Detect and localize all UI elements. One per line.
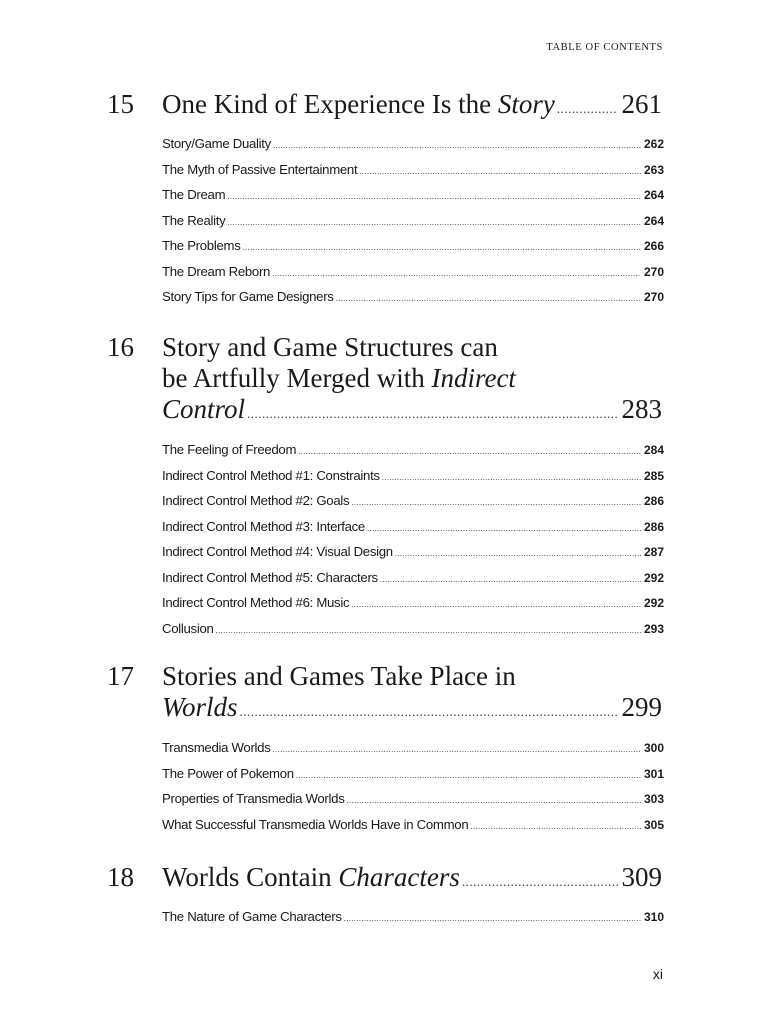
entry-label: The Feeling of Freedom <box>162 442 297 457</box>
leader-dots <box>273 133 641 159</box>
chapter-number: 16 <box>107 332 134 362</box>
entry-label: The Problems <box>162 238 241 253</box>
entry-page: 286 <box>643 494 664 508</box>
entry-page: 263 <box>643 162 664 177</box>
entry-page: 310 <box>643 910 664 924</box>
entry-page: 264 <box>643 213 664 228</box>
chapter-page: 299 <box>621 692 662 722</box>
toc-entry[interactable] <box>162 208 664 234</box>
toc-entry[interactable] <box>162 233 664 259</box>
leader-dots <box>336 286 641 312</box>
leader-dots <box>227 184 641 210</box>
leader-dots <box>395 541 641 567</box>
chapter-title[interactable] <box>162 862 662 897</box>
toc-entry[interactable] <box>162 735 664 761</box>
entry-label: The Reality <box>162 212 226 228</box>
chapter-title-line: Stories and Games Take Place in <box>162 661 516 691</box>
toc-entry[interactable] <box>162 812 664 838</box>
entry-label: Transmedia Worlds <box>162 740 271 755</box>
entry-page: 305 <box>643 817 664 832</box>
toc-entry[interactable] <box>162 284 664 310</box>
entry-page: 284 <box>643 443 664 457</box>
entry-label: Indirect Control Method #2: Goals <box>162 493 350 508</box>
chapter-title-line: Story and Game Structures can <box>162 332 498 362</box>
leader-dots <box>347 788 641 814</box>
leader-dots <box>380 567 641 593</box>
toc-entry[interactable] <box>162 565 664 591</box>
chapter-title-plain: be Artfully Merged with <box>162 363 432 393</box>
entry-page: 300 <box>643 741 664 755</box>
leader-dots <box>240 696 618 727</box>
entry-label: The Myth of Passive Entertainment <box>162 161 358 177</box>
entry-label: The Nature of Game Characters <box>162 909 342 924</box>
entry-label: Collusion <box>162 620 214 636</box>
toc-entry[interactable] <box>162 590 664 616</box>
entry-label: The Dream <box>162 187 226 202</box>
entry-page: 262 <box>643 137 664 151</box>
entry-label: The Dream Reborn <box>162 263 271 279</box>
running-head: TABLE OF CONTENTS <box>546 42 663 53</box>
leader-dots <box>462 866 618 897</box>
chapter-page: 261 <box>621 89 662 119</box>
leader-dots <box>272 261 641 287</box>
chapter-16-entries <box>162 437 664 641</box>
chapter-number: 18 <box>107 862 134 892</box>
entry-page: 293 <box>643 621 664 636</box>
leader-dots <box>351 592 641 618</box>
toc-entry[interactable] <box>162 786 664 812</box>
leader-dots <box>359 159 641 185</box>
entry-page: 264 <box>643 188 664 202</box>
entry-label: Indirect Control Method #5: Characters <box>162 569 378 585</box>
leader-dots <box>216 618 641 644</box>
entry-label: The Power of Pokemon <box>162 765 294 781</box>
toc-entry[interactable] <box>162 488 664 514</box>
entry-page: 301 <box>643 766 664 781</box>
entry-page: 303 <box>643 792 664 806</box>
chapter-title-text <box>162 89 555 120</box>
page-number: xi <box>652 966 663 982</box>
entry-label: Indirect Control Method #3: Interface <box>162 518 365 534</box>
chapter-title-italic: Worlds <box>162 692 238 722</box>
entry-page: 270 <box>643 264 664 279</box>
leader-dots <box>367 516 641 542</box>
toc-entry[interactable] <box>162 182 664 208</box>
chapter-title-line <box>162 363 662 394</box>
chapter-page: 283 <box>621 394 662 424</box>
entry-page: 292 <box>643 570 664 585</box>
chapter-page: 309 <box>621 862 662 892</box>
chapter-title-plain: One Kind of Experience Is the <box>162 89 498 119</box>
toc-entry[interactable] <box>162 761 664 787</box>
entry-page: 287 <box>643 545 664 559</box>
toc-entry[interactable] <box>162 463 664 489</box>
entry-page: 270 <box>643 290 664 304</box>
toc-entry[interactable] <box>162 157 664 183</box>
chapter-18-entries <box>162 904 664 930</box>
chapter-title-italic: Story <box>497 89 555 119</box>
chapter-number: 17 <box>107 661 134 691</box>
entry-page: 285 <box>643 468 664 483</box>
leader-dots <box>296 763 641 789</box>
leader-dots <box>382 465 641 491</box>
chapter-title-text <box>162 862 460 893</box>
toc-entry[interactable] <box>162 437 664 463</box>
entry-page: 286 <box>643 519 664 534</box>
entry-page: 292 <box>643 596 664 610</box>
chapter-title-italic: Characters <box>338 862 460 892</box>
chapter-title-italic: Indirect <box>431 363 516 393</box>
chapter-title-italic: Control <box>162 394 246 424</box>
toc-entry[interactable] <box>162 514 664 540</box>
entry-label: Story/Game Duality <box>162 136 271 151</box>
chapter-title[interactable] <box>162 332 662 429</box>
leader-dots <box>227 210 641 236</box>
leader-dots <box>298 439 641 465</box>
leader-dots <box>344 906 641 932</box>
leader-dots <box>557 93 618 124</box>
chapter-title[interactable] <box>162 89 662 124</box>
leader-dots <box>247 398 617 429</box>
entry-page: 266 <box>643 239 664 253</box>
toc-entry[interactable] <box>162 616 664 642</box>
toc-entry[interactable] <box>162 131 664 157</box>
chapter-number: 15 <box>107 89 134 119</box>
entry-label: Story Tips for Game Designers <box>162 289 334 304</box>
leader-dots <box>470 814 641 840</box>
entry-label: Indirect Control Method #4: Visual Design <box>162 544 393 559</box>
toc-entry[interactable] <box>162 904 664 930</box>
entry-label: Indirect Control Method #6: Music <box>162 595 350 610</box>
entry-label: Indirect Control Method #1: Constraints <box>162 467 380 483</box>
leader-dots <box>243 235 641 261</box>
chapter-17-entries <box>162 735 664 837</box>
entry-label: What Successful Transmedia Worlds Have in Common <box>162 816 469 832</box>
leader-dots <box>351 490 641 516</box>
toc-entry[interactable] <box>162 259 664 285</box>
leader-dots <box>273 737 641 763</box>
entry-label: Properties of Transmedia Worlds <box>162 791 345 806</box>
chapter-15-entries <box>162 131 664 310</box>
chapter-title-plain: Worlds Contain <box>162 862 339 892</box>
toc-entry[interactable] <box>162 539 664 565</box>
chapter-title[interactable] <box>162 661 662 727</box>
